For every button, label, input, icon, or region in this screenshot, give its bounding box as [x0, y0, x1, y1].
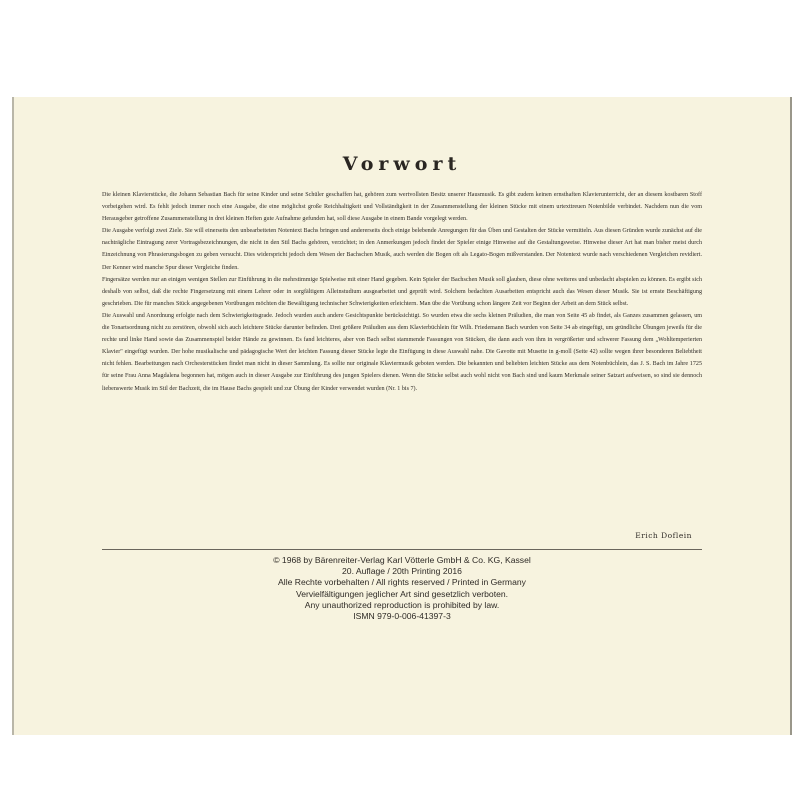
ismn-line: ISMN 979-0-006-41397-3: [353, 611, 451, 622]
paragraph: Die Ausgabe verfolgt zwei Ziele. Sie will einerseits den unbearbeiteten Notentext Bachs bringen und andererseits doch einige belebende Anregungen für das Üben und Gestalten der Stücke vermitteln. Aus diesen Gründen wurde zunächst auf die nachträgliche Eintragung zerer Vortragsbezeichnungen, die nicht in den Stil Bachs gehören, verzichtet; in den Anmerkungen jedoch findet der Spieler einige Hinweise auf die Gestaltungsweise. Hinweise dieser Art hat man bisher meist durch Einzeichnung von Phrasierungsbogen zu geben versucht. Dies widerspricht jedoch dem Wesen der Bachschen Musik, auch werden die Bogen oft als Legato-Bogen mißverstanden. Der Notentext wurde nach verschiedenen Vergleichen revidiert. Der Kenner wird manche Spur dieser Vergleiche finden.: [102, 228, 702, 271]
page-title: Vorwort: [342, 153, 462, 175]
divider-rule: [102, 549, 702, 550]
author-signature: Erich Doflein: [635, 531, 692, 540]
reproduction-line-de: Vervielfältigungen jeglicher Art sind gesetzlich verboten.: [295, 588, 509, 599]
book-page: [12, 97, 792, 735]
paragraph: Die kleinen Klavierstücke, die Johann Sebastian Bach für seine Kinder und seine Schüler geschaffen hat, gehören zum wertvollsten Besitz unserer Hausmusik. Es gibt zudem keinen ernsthaften Klavierunterricht, der an diesem kostbaren Stoff vorbeigehen wird. Es fehlt jedoch immer noch eine Ausgabe, die eine möglichst große Reichhaltigkeit und Vollständigkeit in der Zusammenstellung der kleinen Stücke mit einem urtexttreuen Notenbilde verbindet. Nachdem nun die vom Herausgeber getroffene Zusammenstellung in drei kleinen Heften gute Aufnahme gefunden hat, soll diese Ausgabe in einem Bande vorgelegt werden.: [102, 192, 702, 223]
foreword-body: [102, 189, 702, 395]
copyright-line: © 1968 by Bärenreiter-Verlag Karl Vötterle GmbH & Co. KG, Kassel: [273, 555, 531, 565]
reproduction-line-en: Any unauthorized reproduction is prohibited by law.: [304, 599, 500, 610]
paragraph: Fingersätze werden nur an einigen wenigen Stellen zur Einführung in die mehrstimmige Spielweise mit einer Hand gegeben. Kein Spieler der Bachschen Musik soll glauben, diese ohne weiteres und unbedacht abspielen zu können. Es ergibt sich deshalb von selbst, daß die rechte Fingersetzung mit einem Lehrer oder in sorgfältigem Alleinstudium ausgearbeitet und geprüft wird. Solchem bedachten Ausarbeiten entspricht auch das Wesen dieser Musik. Sie ist ernste Beschäftigung geschrieben. Die für manches Stück angegebenen Vorübungen möchten die Bewältigung technischer Schwierigkeiten erleichtern. Man übe die Vorübung schon längere Zeit vor Beginn der Arbeit an dem Stück selbst.: [102, 276, 702, 307]
copyright-block: [14, 555, 790, 622]
printing-line: 20. Auflage / 20th Printing 2016: [342, 566, 462, 577]
rights-line: Alle Rechte vorbehalten / All rights reserved / Printed in Germany: [278, 577, 526, 588]
paragraph: Die Auswahl und Anordnung erfolgte nach dem Schwierigkeitsgrade. Jedoch wurden auch andere Gesichtspunkte berücksichtigt. So wurden etwa die sechs kleinen Präludien, die man von Seite 45 ab findet, als Ganzes zusammen gelassen, um die Tonartsordnung nicht zu zerstören, obwohl sich auch leichtere Stücke darunter befinden. Drei größere Präludien aus dem Klavierbüchlein für Wilh. Friedemann Bach wurden von Seite 34 ab eingefügt, um gründliche Übungen jeweils für die rechte und linke Hand sowie das Zusammenspiel beider Hände zu gewinnen. Es fand leichteres, aber von Bach selbst stammende Fassungen von Stücken, die dann auch von ihm in vergrößerter und schwerer Fassung dem „Wohltemperierten Klavier" eingefügt wurden. Der hohe musikalische und pädagogische Wert der leichten Fassung dieser Stücke legte die Einfügung in diese Auswahl nahe. Die Gavotte mit Musette in g-moll (Seite 42) sollte wegen ihrer besonderen Beliebtheit nicht fehlen. Bearbeitungen nach Orchesterstücken findet man nicht in dieser Sammlung. Es sollte nur originale Klaviermusik geboten werden. Die bekannten und beliebten leichten Stücke aus dem Notenbüchlein, das J. S. Bach im Jahre 1725 für seine Frau Anna Magdalena begonnen hat, mögen auch in dieser Ausgabe zur Einführung des jungen Spielers dienen. Wenn die Stücke selbst auch wohl nicht von Bach sind und kaum Merkmale seiner Satzart aufweisen, so sind sie dennoch liebenswerte Musik im Stil der Bachzeit, die im Hause Bachs gespielt und zur Übung der Kinder verwendet wurden (Nr. 1 bis 7).: [102, 312, 702, 392]
